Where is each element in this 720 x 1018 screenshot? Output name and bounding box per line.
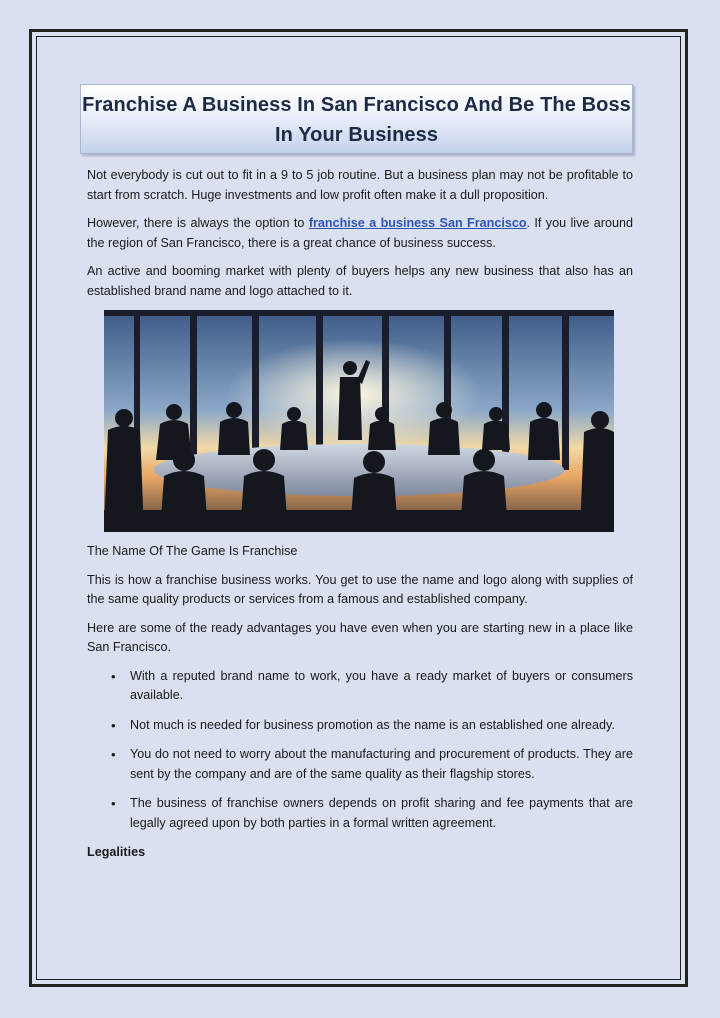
advantages-list xyxy=(87,667,633,834)
list-item-text: The business of franchise owners depends on profit sharing and fee payments that are legally agreed upon by both parties in a formal written agreement. xyxy=(130,796,633,830)
section-subheading: The Name Of The Game Is Franchise xyxy=(87,544,298,558)
list-item xyxy=(87,794,633,833)
bullet-icon: • xyxy=(111,717,116,733)
market-paragraph: An active and booming market with plenty of buyers helps any new business that also has an established brand name and logo attached to it. xyxy=(87,264,633,298)
option-text-before: However, there is always the option to xyxy=(87,216,309,230)
list-item-text: With a reputed brand name to work, you have a ready market of buyers or consumers available. xyxy=(130,668,633,702)
page-title: Franchise A Business In San Francisco And Be The Boss In Your Business xyxy=(82,94,631,146)
how-it-works-paragraph: This is how a franchise business works. You get to use the name and logo along with supplies of the same quality products or services from a famous and established company. xyxy=(87,572,633,606)
bullet-icon: • xyxy=(111,668,116,684)
list-item xyxy=(87,716,633,736)
legalities-heading: Legalities xyxy=(87,845,146,859)
franchise-link[interactable]: franchise a business San Francisco xyxy=(308,216,527,230)
list-item xyxy=(87,667,633,706)
boardroom-silhouette-photo xyxy=(104,310,614,532)
article-body xyxy=(87,166,633,872)
title-banner xyxy=(80,84,633,154)
bullet-icon: • xyxy=(111,747,116,762)
list-item-text: Not much is needed for business promotion as the name is an established one already. xyxy=(130,717,615,732)
list-item-text: You do not need to worry about the manufacturing and procurement of products. They are sent by the company and are of the same quality as their flagship stores. xyxy=(130,747,633,781)
list-item xyxy=(87,745,633,784)
advantages-intro-paragraph: Here are some of the ready advantages you have even when you are starting new in a place like San Francisco. xyxy=(87,620,633,654)
intro-paragraph: Not everybody is cut out to fit in a 9 to 5 job routine. But a business plan may not be profitable to start from scratch. Huge investments and low profit often make it a dull proposition. xyxy=(87,168,633,202)
bullet-icon: • xyxy=(111,796,116,811)
option-paragraph xyxy=(87,214,633,253)
option-text-after: . If you live around the region of San Francisco, there is a great chance of business success. xyxy=(87,216,633,250)
